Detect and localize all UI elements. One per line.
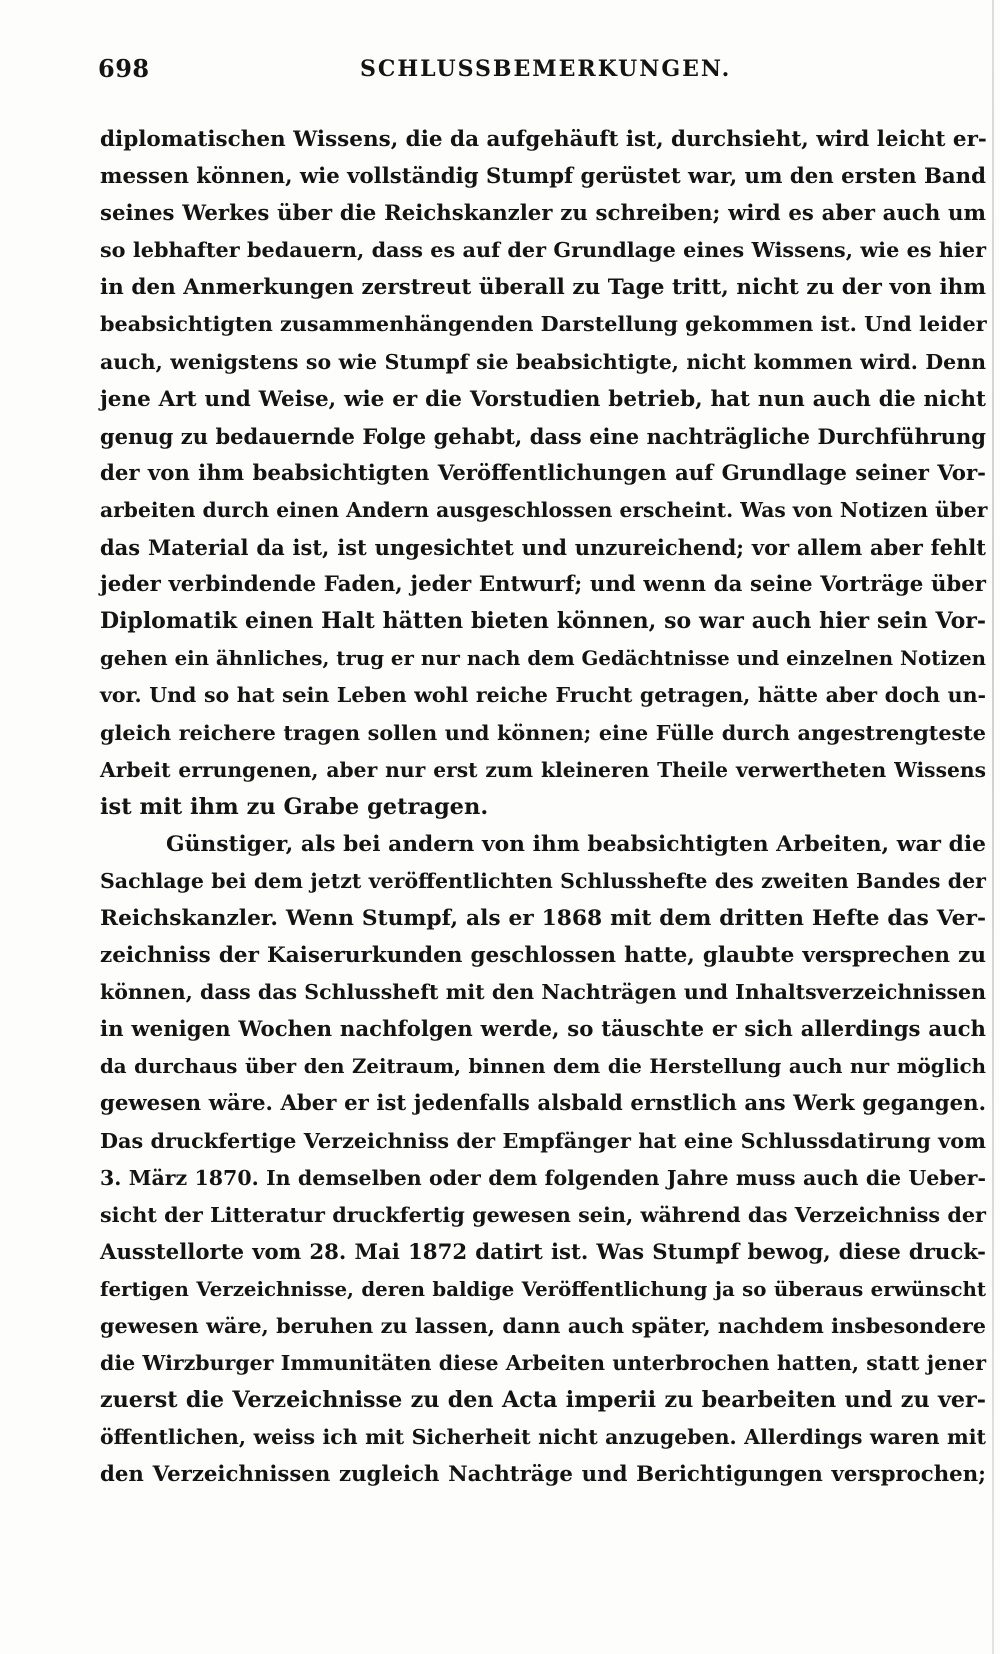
text-line: Ausstellorte vom 28. Mai 1872 datirt ist. Was Stumpf bewog, diese druck- (100, 1239, 986, 1265)
text-line: das Material da ist, ist ungesichtet und unzureichend; vor allem aber fehlt (100, 535, 986, 561)
text-line: zuerst die Verzeichnisse zu den Acta imperii zu bearbeiten und zu ver- (100, 1387, 986, 1414)
text-line: können, dass das Schlussheft mit den Nachträgen und Inhaltsverzeichnissen (100, 980, 986, 1005)
text-line: der von ihm beabsichtigten Veröffentlichungen auf Grundlage seiner Vor- (100, 460, 986, 486)
text-line: Reichskanzler. Wenn Stumpf, als er 1868 mit dem dritten Hefte das Ver- (100, 905, 986, 931)
running-title: SCHLUSSBEMERKUNGEN. (360, 56, 732, 82)
text-line: vor. Und so hat sein Leben wohl reiche Frucht getragen, hätte aber doch un- (100, 683, 986, 708)
body-text (100, 121, 986, 1493)
text-line: Das druckfertige Verzeichniss der Empfänger hat eine Schlussdatirung vom (100, 1128, 986, 1153)
text-line: messen können, wie vollständig Stumpf gerüstet war, um den ersten Band (100, 164, 986, 190)
text-line: gewesen wäre. Aber er ist jedenfalls alsbald ernstlich ans Werk gegangen. (100, 1091, 986, 1117)
text-line: gewesen wäre, beruhen zu lassen, dann auch später, nachdem insbesondere (100, 1314, 986, 1338)
text-line: da durchaus über den Zeitraum, binnen dem die Herstellung auch nur möglich (100, 1054, 986, 1079)
text-line: Günstiger, als bei andern von ihm beabsichtigten Arbeiten, war die (166, 831, 986, 857)
page-number: 698 (98, 54, 150, 83)
page-header (98, 54, 982, 94)
text-line: öffentlichen, weiss ich mit Sicherheit nicht anzugeben. Allerdings waren mit (100, 1425, 986, 1450)
text-line: diplomatischen Wissens, die da aufgehäuft ist, durchsieht, wird leicht er- (100, 127, 987, 152)
text-line: die Wirzburger Immunitäten diese Arbeiten unterbrochen hatten, statt jener (100, 1351, 986, 1376)
text-line: zeichniss der Kaiserurkunden geschlossen hatte, glaubte versprechen zu (100, 943, 986, 969)
text-line: genug zu bedauernde Folge gehabt, dass eine nachträgliche Durchführung (100, 423, 986, 449)
text-line: beabsichtigten zusammenhängenden Darstellung gekommen ist. Und leider (100, 312, 987, 337)
text-line: arbeiten durch einen Andern ausgeschlossen erscheint. Was von Notizen über (100, 497, 988, 522)
text-line: Sachlage bei dem jetzt veröffentlichten Schlusshefte des zweiten Bandes der (100, 868, 986, 893)
text-line: gleich reichere tragen sollen und können; eine Fülle durch angestrengteste (100, 720, 986, 745)
text-line: Arbeit errungenen, aber nur erst zum kleineren Theile verwertheten Wissens (100, 757, 986, 782)
text-line: in wenigen Wochen nachfolgen werde, so täuschte er sich allerdings auch (100, 1017, 986, 1043)
text-line: sicht der Litteratur druckfertig gewesen sein, während das Verzeichniss der (100, 1202, 986, 1227)
text-line: seines Werkes über die Reichskanzler zu schreiben; wird es aber auch um (100, 201, 986, 227)
text-line: so lebhafter bedauern, dass es auf der Grundlage eines Wissens, wie es hier (100, 238, 986, 263)
text-line: Diplomatik einen Halt hätten bieten können, so war auch hier sein Vor- (100, 608, 986, 635)
text-line: den Verzeichnissen zugleich Nachträge und Berichtigungen versprochen; (100, 1462, 986, 1488)
text-line: auch, wenigstens so wie Stumpf sie beabsichtigte, nicht kommen wird. Denn (100, 349, 986, 374)
page-edge-shadow (992, 0, 994, 1654)
text-line: jene Art und Weise, wie er die Vorstudien betrieb, hat nun auch die nicht (100, 386, 986, 412)
text-line: jeder verbindende Faden, jeder Entwurf; und wenn da seine Vorträge über (100, 572, 986, 598)
text-line: in den Anmerkungen zerstreut überall zu Tage tritt, nicht zu der von ihm (100, 275, 986, 301)
text-line: gehen ein ähnliches, trug er nur nach dem Gedächtnisse und einzelnen Notizen (100, 646, 986, 671)
text-line: 3. März 1870. In demselben oder dem folgenden Jahre muss auch die Ueber- (100, 1165, 986, 1190)
text-line: ist mit ihm zu Grabe getragen. (100, 793, 489, 820)
text-line: fertigen Verzeichnisse, deren baldige Veröffentlichung ja so überaus erwünscht (100, 1276, 986, 1301)
